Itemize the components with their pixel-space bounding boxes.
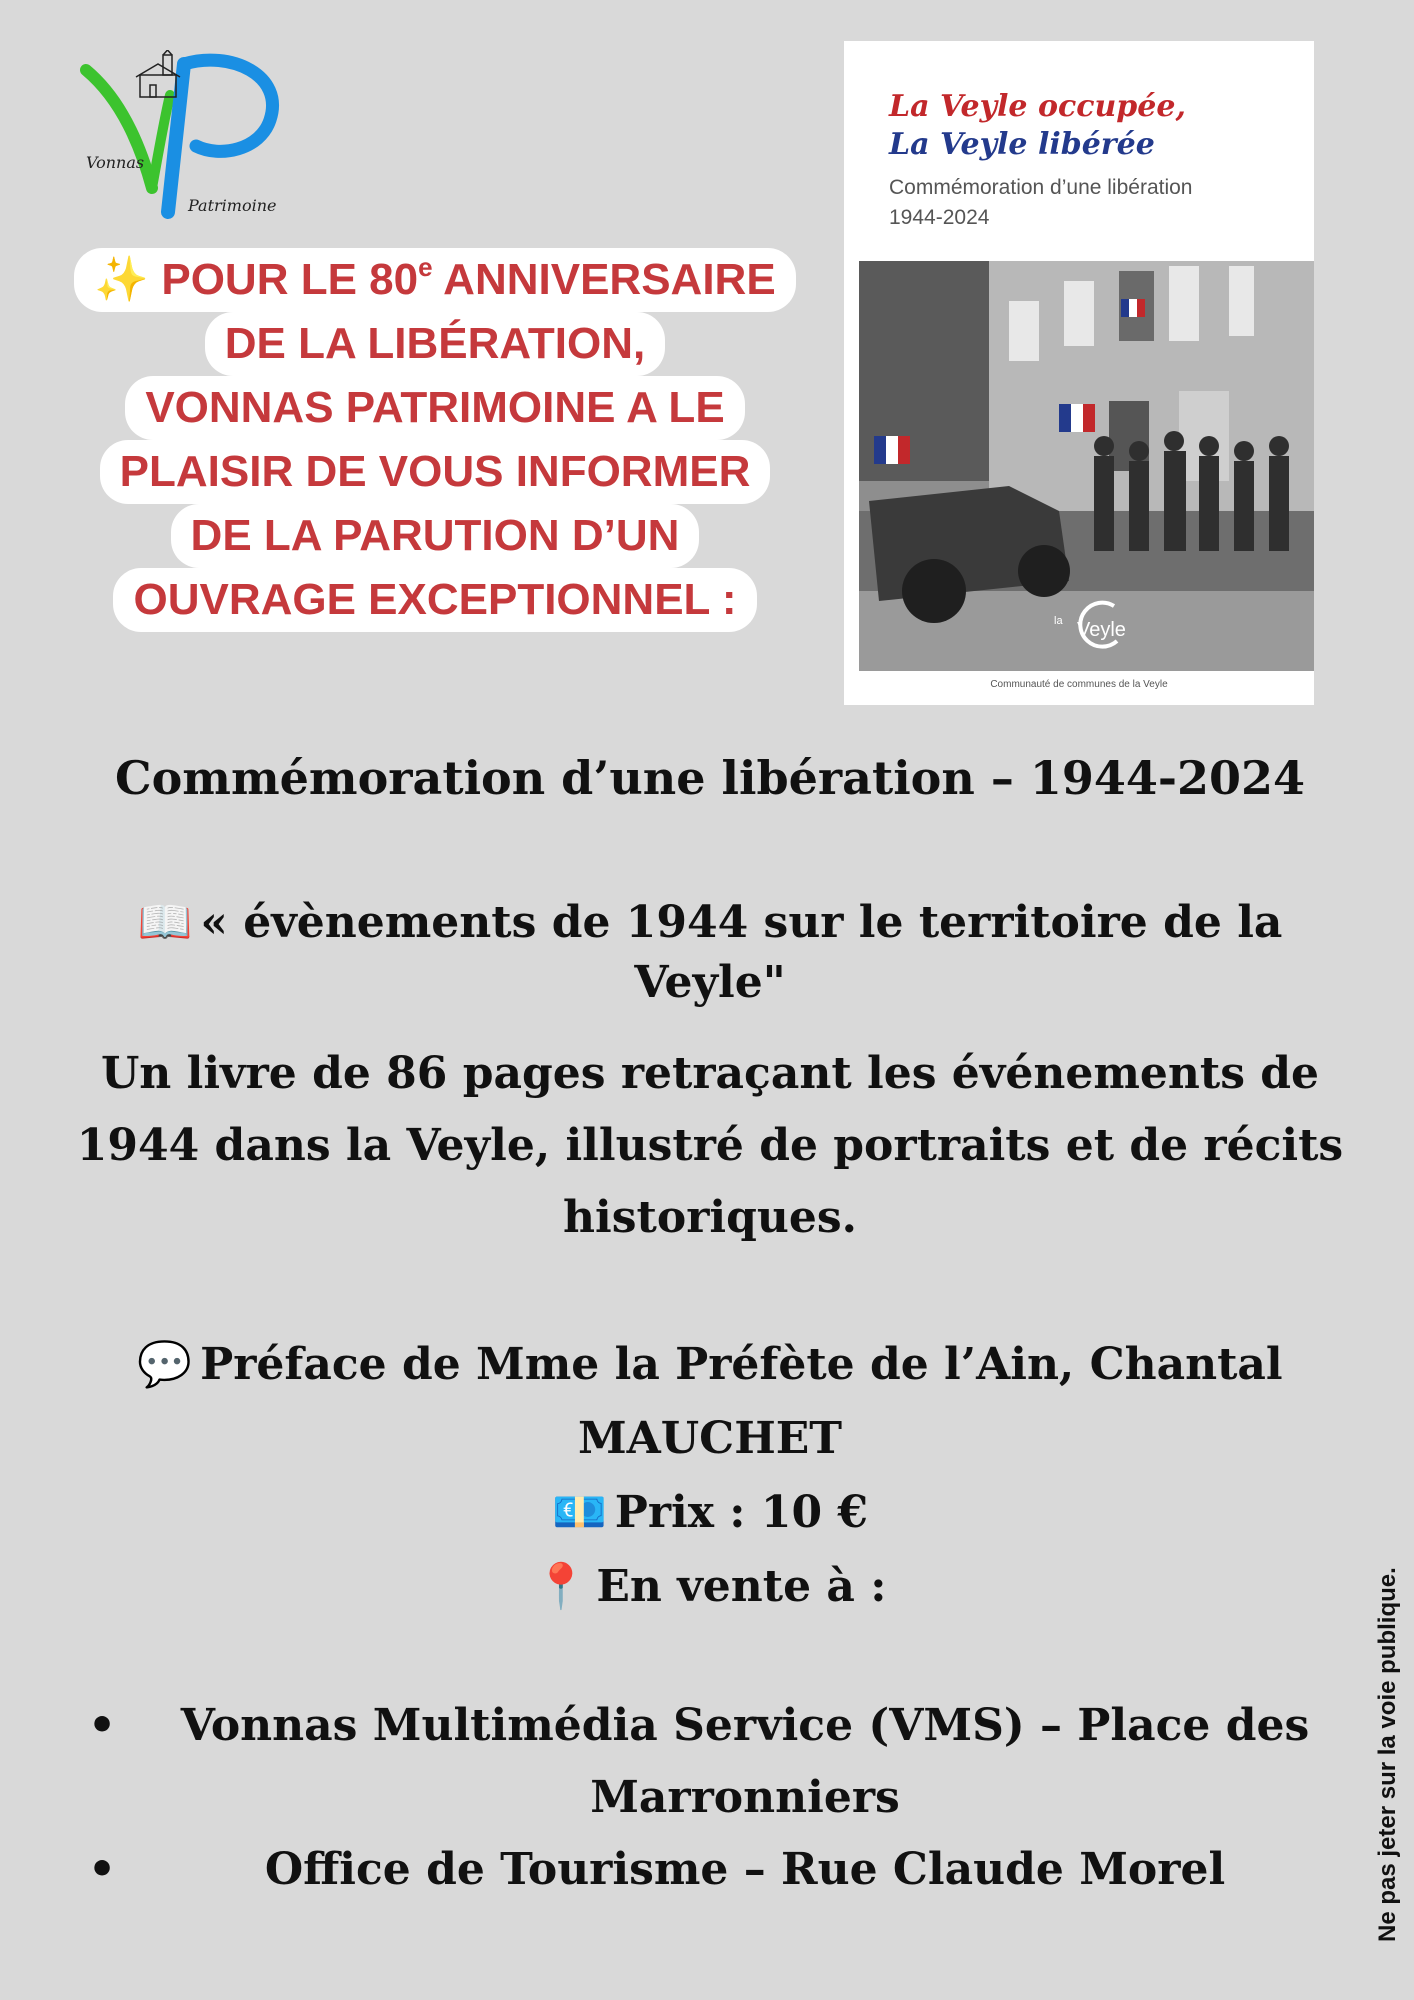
announcement-line-4: PLAISIR DE VOUS INFORMER [100,440,771,504]
speech-bubble-icon: 💬 [137,1339,193,1390]
pin-icon: 📍 [533,1561,589,1612]
open-book-icon: 📖 [137,897,193,948]
list-item [80,1690,1330,1834]
photo-logo-veyle: Veyle [1077,619,1126,641]
ordinal-suffix: e [418,252,433,282]
book-description: Un livre de 86 pages retraçant les événements de 1944 dans la Veyle, illustré de portraits et de récits historiques. [76,1048,1344,1243]
location-text: Vonnas Multimédia Service (VMS) – Place des Marronniers [180,1700,1310,1823]
book-title: Commémoration d’une libération – 1944-2024 [115,751,1305,805]
preface-text: Préface de Mme la Préfète de l’Ain, Chantal MAUCHET [200,1339,1283,1464]
announcement-line-3: VONNAS PATRIMOINE A LE [125,376,744,440]
price-text: Prix : 10 € [614,1487,869,1538]
location-text: Office de Tourisme – Rue Claude Morel [264,1844,1226,1895]
logo-text-patrimoine: Patrimoine [188,196,277,215]
bullet: • [88,1844,117,1895]
bullet: • [88,1700,117,1751]
logo-text-vonnas: Vonnas [86,153,145,172]
french-flag-3 [874,436,910,464]
sparkles-icon: ✨ [94,255,150,304]
photo-logo-small: la [1054,615,1063,627]
announcement [60,248,810,632]
french-flag-1 [1121,299,1145,317]
sale-locations [80,1690,1330,1906]
tagline-text: « évènements de 1944 sur le territoire de la Veyle" [200,897,1283,1008]
announcement-line-1 [74,248,795,312]
book-cover [844,41,1314,705]
cover-subtitle-2: 1944-2024 [889,206,990,229]
liberation-photo [859,261,1314,671]
cover-subtitle [889,173,1193,233]
vonnas-patrimoine-logo [80,50,310,230]
sale-line [110,1550,1310,1624]
announcement-line-1-b: ANNIVERSAIRE [432,255,776,304]
cover-title-2: La Veyle libérée [889,127,1155,162]
announcement-line-1-a: POUR LE 80 [161,255,419,304]
book-info [110,1328,1310,1624]
euro-banknote-icon: 💶 [551,1487,607,1538]
cover-footer: Communauté de communes de la Veyle [990,679,1168,690]
french-flag-2 [1059,404,1095,432]
list-item [80,1834,1330,1906]
sale-text: En vente à : [596,1561,887,1612]
cover-title-1: La Veyle occupée, [889,89,1186,124]
book-tagline [60,893,1360,1013]
cover-subtitle-1: Commémoration d’une libération [889,176,1193,199]
price-line [110,1476,1310,1550]
vertical-notice: Ne pas jeter sur la voie publique. [1374,1567,1401,1942]
announcement-line-5: DE LA PARUTION D’UN [171,504,700,568]
announcement-line-6: OUVRAGE EXCEPTIONNEL : [113,568,756,632]
preface-line [110,1328,1310,1476]
church-icon [136,50,180,97]
announcement-line-2: DE LA LIBÉRATION, [205,312,665,376]
